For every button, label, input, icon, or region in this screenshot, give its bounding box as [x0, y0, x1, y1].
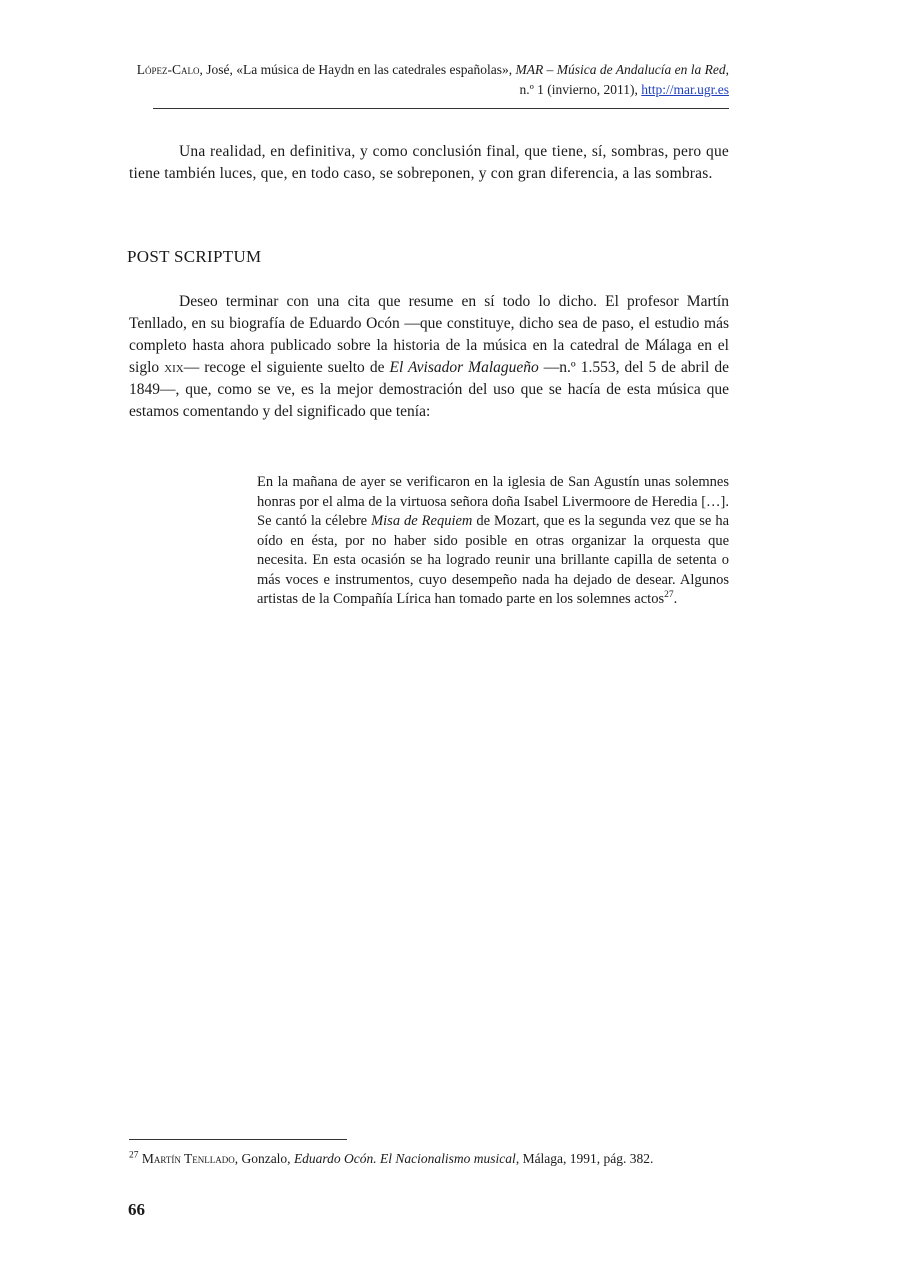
quote-text-c: .: [673, 591, 678, 607]
postscript-text-b: — recoge el siguiente suelto de: [183, 359, 390, 376]
conclusion-paragraph: [129, 141, 729, 185]
section-heading: POST SCRIPTUM: [127, 247, 262, 266]
postscript-paragraph: [129, 291, 729, 423]
postscript-text-a: Deseo terminar con una cita que resume en sí todo lo dicho. El profesor Martín Tenllado, en su biografía de Eduardo Ocón —que constituye, dicho sea de paso, el estudio más completo hasta ahora publicado sobre la historia de la música en la catedral de Málaga en el siglo: [129, 293, 729, 376]
conclusion-text: Una realidad, en definitiva, y como conclusión final, que tiene, sí, sombras, pero que tiene también luces, que, en todo caso, se sobreponen, y con gran diferencia, a las sombras.: [129, 143, 729, 182]
header-divider: [153, 108, 729, 109]
footnote-publication: , Málaga, 1991, pág. 382.: [515, 1151, 654, 1166]
header-url-link[interactable]: http://mar.ugr.es: [641, 82, 729, 97]
block-quote: [257, 473, 729, 610]
postscript-text-c: —n.º 1.553, del 5 de abril de 1849—, que, como se ve, es la mejor demostración del uso que se hacía de esta música que estamos comentando y del significado que tenía:: [129, 359, 729, 420]
footnote-book-title: Eduardo Ocón. El Nacionalismo musical: [293, 1151, 516, 1166]
footnote-author-surname: Martín Tenllado: [141, 1151, 235, 1166]
footnote-divider: [129, 1139, 347, 1140]
footnote: [129, 1150, 729, 1168]
century-numeral: xix: [164, 359, 184, 376]
quote-text-b: de Mozart, que es la segunda vez que se ha oído en ésta, por no haber sido posible en otras organizar la orquesta que necesita. En esta ocasión se ha logrado reunir una brillante capilla de setenta o más voces e instrumentos, cuyo desempeño nada ha dejado de desear. Algunos artistas de la Compañía Lírica han tomado parte en los solemnes actos: [257, 513, 730, 607]
header-issue: , n.º 1 (invierno, 2011),: [519, 62, 729, 97]
header-citation: , José, «La música de Haydn en las catedrales españolas»,: [199, 62, 516, 77]
quote-work-title: Misa de Requiem: [371, 513, 473, 529]
header-journal: MAR – Música de Andalucía en la Red: [515, 62, 726, 77]
page-number: 66: [128, 1200, 145, 1219]
header-author-surname: López-Calo: [136, 62, 200, 77]
footnote-reference[interactable]: 27: [664, 590, 674, 601]
footnote-author-rest: , Gonzalo,: [234, 1151, 294, 1166]
running-header: [130, 60, 729, 100]
newspaper-title: El Avisador Malagueño: [389, 359, 539, 376]
quote-text-a: En la mañana de ayer se verificaron en la iglesia de San Agustín unas solemnes honras por el alma de la virtuosa señora doña Isabel Livermoore de Heredia […]. Se cantó la célebre: [257, 474, 729, 529]
footnote-number: 27: [129, 1150, 139, 1161]
